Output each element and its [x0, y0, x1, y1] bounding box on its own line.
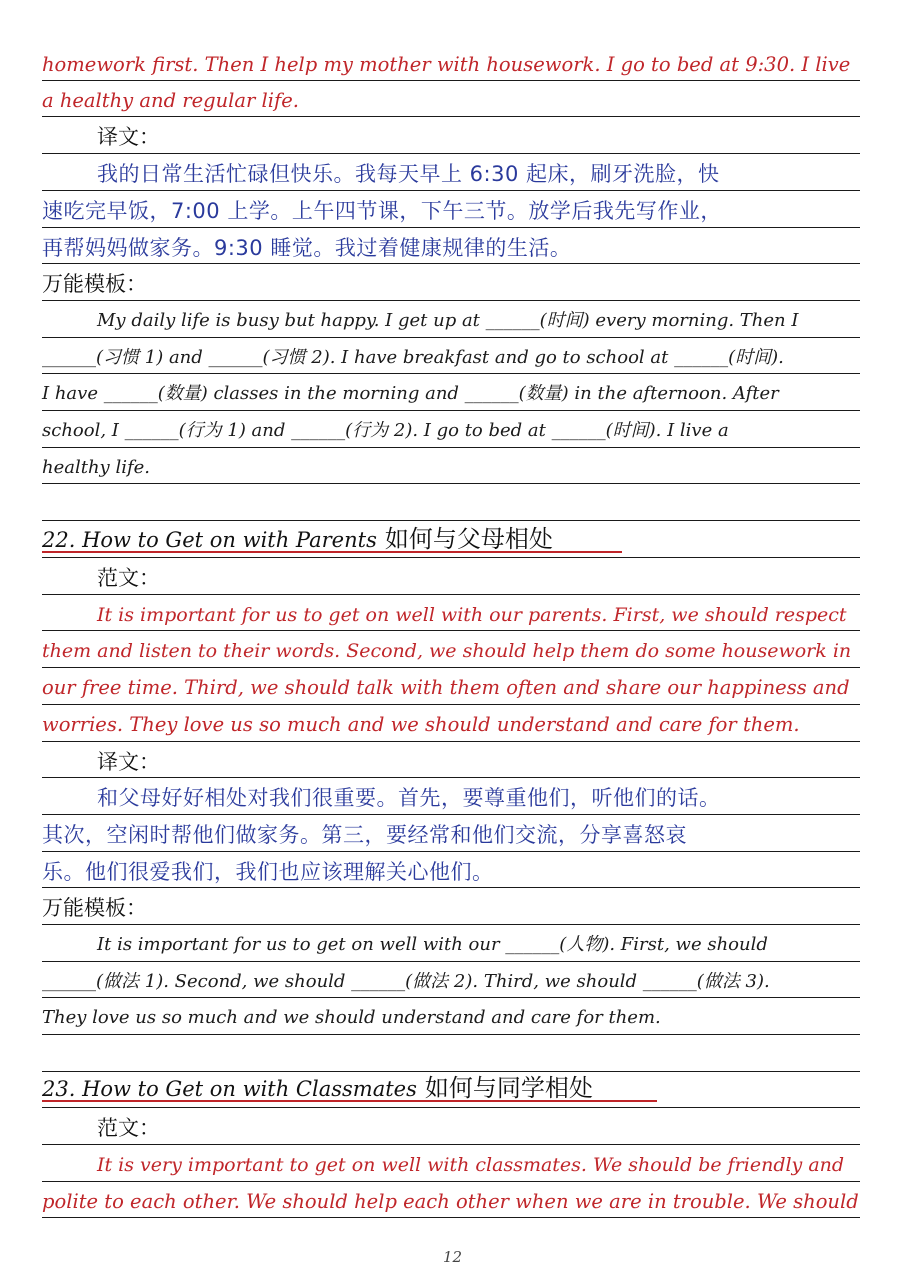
ruled-line: [42, 1181, 860, 1182]
sample-line: them and listen to their words. Second, we should help them do some housework in: [42, 640, 852, 662]
ruled-line: [42, 153, 860, 154]
sample-line: It is important for us to get on well with our parents. First, we should respect: [97, 604, 847, 626]
sample-header: 范文：: [97, 1116, 160, 1140]
ruled-line: [42, 300, 860, 301]
ruled-line: [42, 630, 860, 631]
section-22-title-zh: 如何与父母相处: [384, 525, 553, 553]
translation-line: 我的日常生活忙碌但快乐。我每天早上 6:30 起床，刷牙洗脸，快: [97, 162, 720, 186]
sample-line: homework first. Then I help my mother with housework. I go to bed at 9:30. I live: [42, 53, 851, 76]
translation-line: 其次，空闲时帮他们做家务。第三，要经常和他们交流，分享喜怒哀: [42, 823, 687, 847]
ruled-line: [42, 410, 860, 411]
ruled-line: [42, 1034, 860, 1035]
ruled-line: [42, 447, 860, 448]
ruled-line: [42, 520, 860, 521]
translation-line: 速吃完早饭，7:00 上学。上午四节课，下午三节。放学后我先写作业，: [42, 199, 722, 223]
ruled-line: [42, 227, 860, 228]
translation-header: 译文：: [97, 125, 160, 149]
sample-line: polite to each other. We should help each other when we are in trouble. We should: [42, 1190, 859, 1213]
ruled-line: [42, 814, 860, 815]
ruled-line: [42, 704, 860, 705]
ruled-line: [42, 263, 860, 264]
ruled-line: [42, 190, 860, 191]
ruled-line: [42, 961, 860, 962]
template-line: They love us so much and we should understand and care for them.: [42, 1007, 661, 1028]
template-header: 万能模板：: [42, 272, 147, 296]
ruled-line: [42, 887, 860, 888]
ruled-line: [42, 116, 860, 117]
sample-line: worries. They love us so much and we should understand and care for them.: [42, 713, 800, 736]
ruled-line: [42, 594, 860, 595]
ruled-line: [42, 1107, 860, 1108]
translation-line: 和父母好好相处对我们很重要。首先，要尊重他们，听他们的话。: [97, 786, 721, 810]
template-line: ______(做法 1). Second, we should ______(做法 2). Third, we should ______(做法 3).: [42, 971, 770, 992]
page-number: 12: [442, 1248, 463, 1266]
title-underline: [42, 1100, 657, 1102]
template-line: ______(习惯 1) and ______(习惯 2). I have breakfast and go to school at ______(时间).: [42, 347, 784, 368]
ruled-line: [42, 483, 860, 484]
template-line: It is important for us to get on well with our ______(人物). First, we should: [97, 934, 768, 955]
translation-line: 乐。他们很爱我们，我们也应该理解关心他们。: [42, 860, 494, 884]
sample-line: It is very important to get on well with classmates. We should be friendly and: [97, 1154, 845, 1176]
ruled-line: [42, 741, 860, 742]
ruled-line: [42, 851, 860, 852]
section-22-title-en: 22. How to Get on with Parents: [42, 528, 377, 552]
translation-line: 再帮妈妈做家务。9:30 睡觉。我过着健康规律的生活。: [42, 236, 572, 260]
template-line: My daily life is busy but happy. I get up at ______(时间) every morning. Then I: [97, 310, 799, 331]
ruled-line: [42, 557, 860, 558]
ruled-line: [42, 373, 860, 374]
ruled-line: [42, 777, 860, 778]
ruled-line: [42, 924, 860, 925]
sample-line: our free time. Third, we should talk with them often and share our happiness and: [42, 676, 850, 699]
template-line: I have ______(数量) classes in the morning and ______(数量) in the afternoon. After: [42, 383, 779, 404]
ruled-line: [42, 1217, 860, 1218]
section-23-title-zh: 如何与同学相处: [424, 1074, 593, 1102]
template-header: 万能模板：: [42, 896, 147, 920]
ruled-line: [42, 80, 860, 81]
ruled-line: [42, 1144, 860, 1145]
title-underline: [42, 551, 622, 553]
ruled-line: [42, 337, 860, 338]
section-23-title-en: 23. How to Get on with Classmates: [42, 1077, 417, 1101]
translation-header: 译文：: [97, 750, 160, 774]
ruled-line: [42, 997, 860, 998]
sample-header: 范文：: [97, 566, 160, 590]
template-line: school, I ______(行为 1) and ______(行为 2). I go to bed at ______(时间). I live a: [42, 420, 729, 441]
template-line: healthy life.: [42, 457, 150, 478]
ruled-line: [42, 667, 860, 668]
sample-line: a healthy and regular life.: [42, 89, 299, 112]
